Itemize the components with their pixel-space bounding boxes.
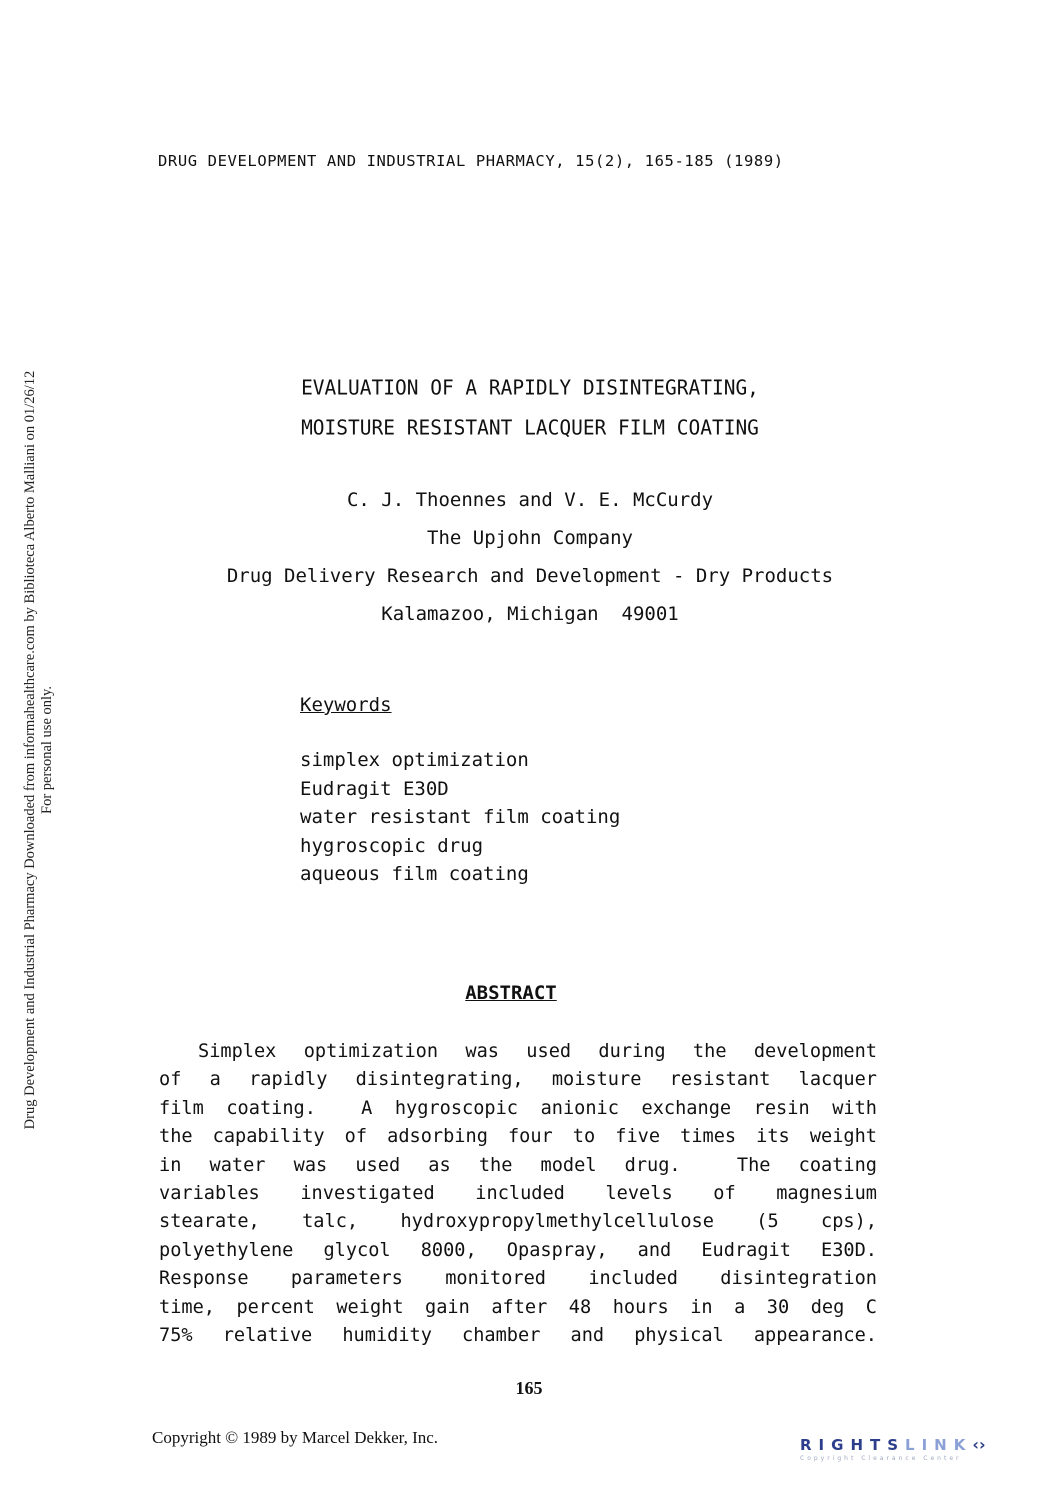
rightslink-logo[interactable] [800,1436,1032,1462]
abstract-line: the capability of adsorbing four to five times its weight [159,1126,877,1148]
abstract-line: stearate, talc, hydroxypropylmethylcellulose (5 cps), [159,1211,877,1233]
title-line: MOISTURE RESISTANT LACQUER FILM COATING [301,415,759,440]
abstract-heading: ABSTRACT [465,982,557,1004]
keyword-item: Eudragit E30D [300,777,449,800]
page-number: 165 [515,1378,543,1398]
article-title [0,368,1050,448]
rightslink-rights-text: RIGHTS [800,1436,906,1454]
keywords-heading: Keywords [300,694,392,716]
rightslink-wordmark [800,1436,1032,1454]
rightslink-link-text: LINK [905,1436,973,1454]
keywords-list [300,746,620,889]
abstract-line: Response parameters monitored included disintegration [159,1268,877,1290]
journal-citation-header: DRUG DEVELOPMENT AND INDUSTRIAL PHARMACY, 15(2), 165-185 (1989) [158,152,784,170]
keyword-item: aqueous film coating [300,863,529,885]
abstract-line: time, percent weight gain after 48 hours in a 30 deg C [159,1296,877,1318]
chevron-icon: ‹› [972,1435,986,1454]
copyright-notice: Copyright © 1989 by Marcel Dekker, Inc. [152,1428,439,1447]
keyword-item: hygroscopic drug [300,834,484,857]
keywords-section [300,690,620,889]
abstract-line: Simplex optimization was used during the development [198,1041,877,1062]
abstract-line: in water was used as the model drug. The coating [159,1154,877,1176]
usage-notice: For personal use only. [39,686,55,814]
abstract-line: film coating. A hygroscopic anionic exchange resin with [159,1097,877,1119]
abstract-line: polyethylene glycol 8000, Opaspray, and Eudragit E30D. [159,1239,877,1261]
rightslink-subtitle: Copyright Clearance Center [800,1455,962,1462]
abstract-line: variables investigated included levels of magnesium [159,1182,877,1204]
affiliation-company: The Upjohn Company [427,527,633,549]
abstract-line: of a rapidly disintegrating, moisture resistant lacquer [159,1069,877,1091]
title-line: EVALUATION OF A RAPIDLY DISINTEGRATING, [301,375,759,400]
abstract-body [159,1038,877,1350]
authors: C. J. Thoennes and V. E. McCurdy [346,489,714,511]
affiliation-location: Kalamazoo, Michigan 49001 [381,603,679,625]
download-notice: Drug Development and Industrial Pharmacy Downloaded from informahealthcare.com by Biblioteca Alberto Malliani on 01/26/12 [22,370,38,1130]
keyword-item: simplex optimization [300,749,529,771]
abstract-line: 75% relative humidity chamber and physical appearance. [159,1324,877,1346]
affiliation-department: Drug Delivery Research and Development - Dry Products [226,565,834,587]
keyword-item: water resistant film coating [300,806,621,828]
author-affiliation-block [0,481,1050,633]
